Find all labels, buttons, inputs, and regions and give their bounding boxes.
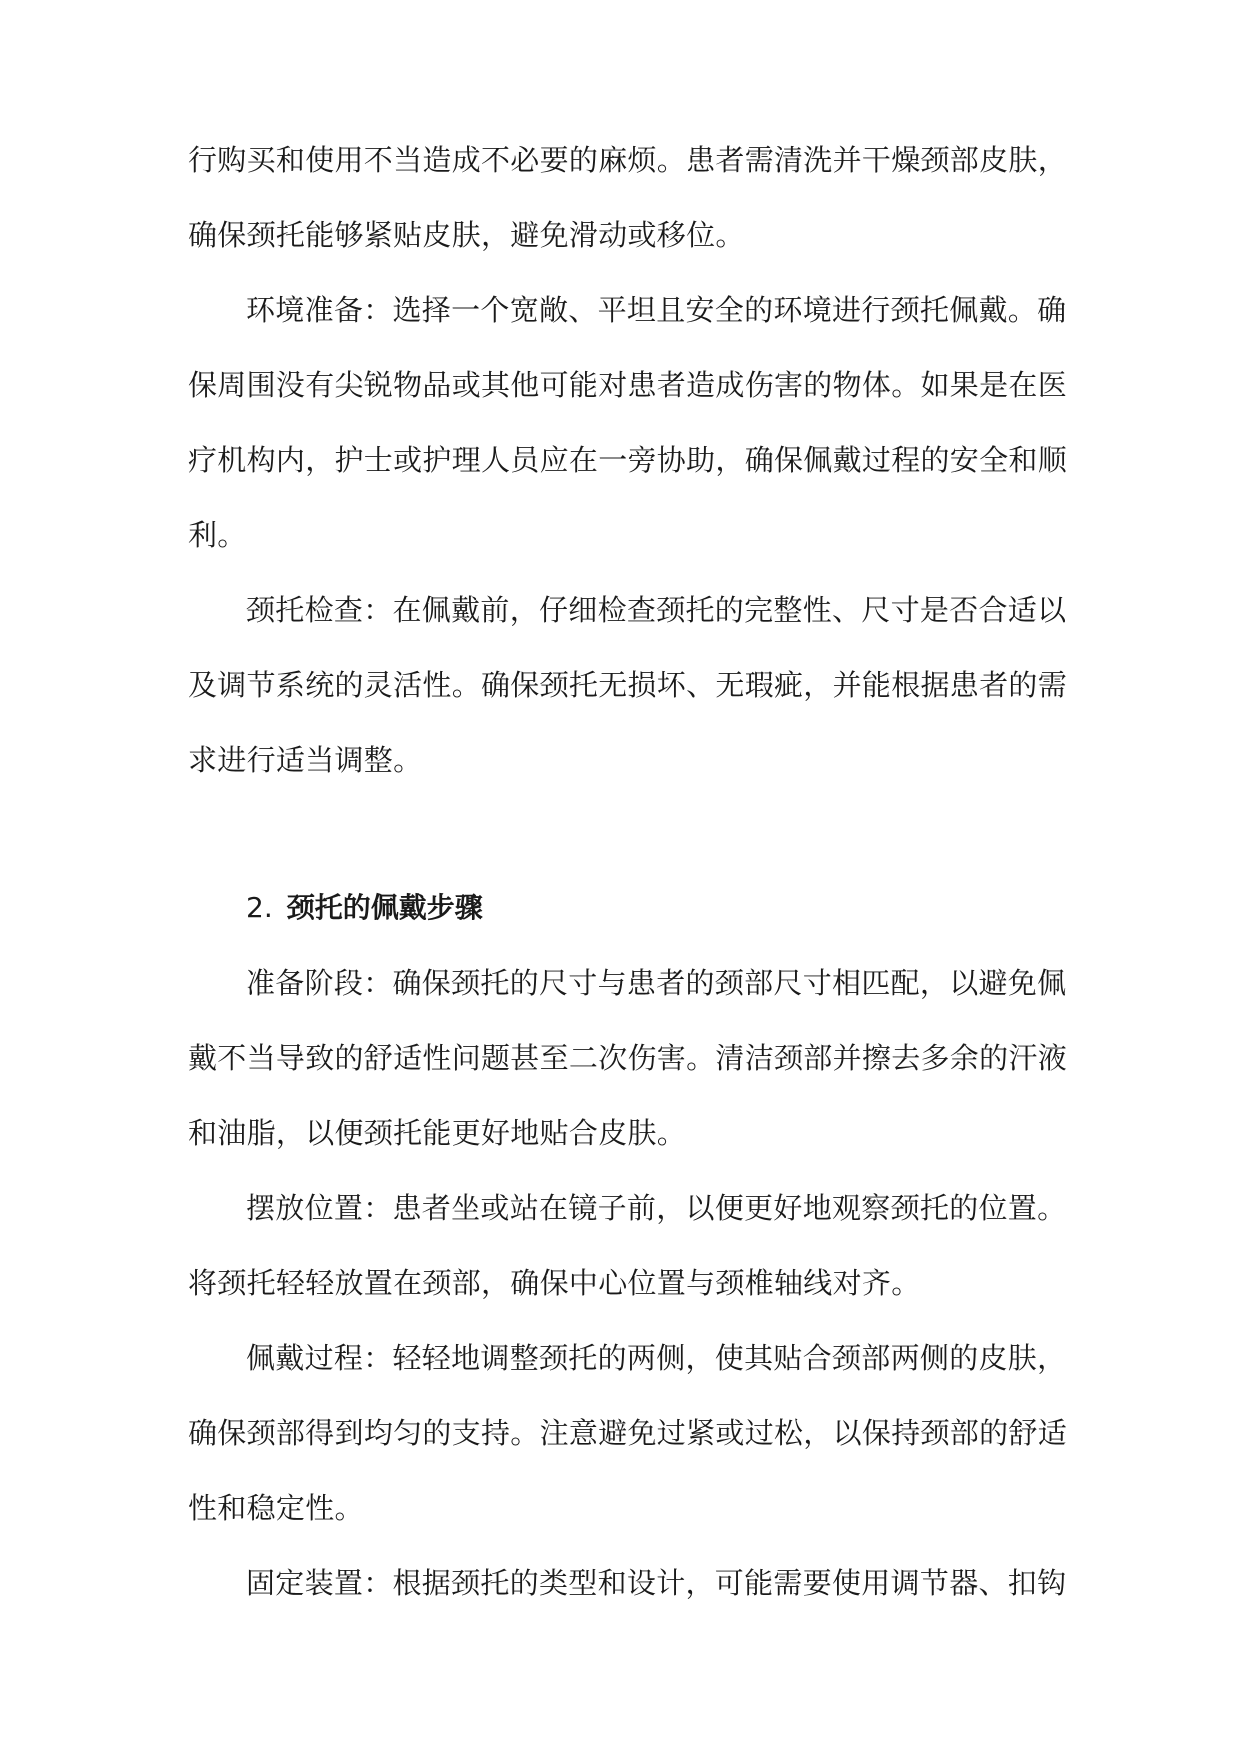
paragraph-environment-prep (188, 293, 1068, 594)
section-title: 颈托的佩戴步骤 (286, 891, 483, 924)
text-line: 及调节系统的灵活性。确保颈托无损坏、无瑕疵，并能根据患者的需 (188, 668, 1068, 702)
text-line: 性和稳定性。 (188, 1491, 364, 1525)
section-number: 2. (246, 891, 273, 924)
paragraph-collar-inspection (188, 593, 1068, 819)
text-line: 保周围没有尖锐物品或其他可能对患者造成伤害的物体。如果是在医 (188, 368, 1068, 402)
text-line: 戴不当导致的舒适性问题甚至二次伤害。清洁颈部并擦去多余的汗液 (188, 1041, 1068, 1075)
text-line: 确保颈部得到均匀的支持。注意避免过紧或过松，以保持颈部的舒适 (188, 1416, 1068, 1450)
paragraph-neck-skin-prep (188, 143, 1068, 294)
text-line: 摆放位置：患者坐或站在镜子前，以便更好地观察颈托的位置。 (246, 1191, 1067, 1225)
text-line: 求进行适当调整。 (188, 743, 423, 777)
paragraph-placement (188, 1191, 1067, 1342)
paragraph-wearing-process (188, 1341, 1068, 1567)
text-line: 环境准备：选择一个宽敞、平坦且安全的环境进行颈托佩戴。确 (246, 293, 1067, 327)
section-heading (188, 892, 1056, 967)
text-line: 确保颈托能够紧贴皮肤，避免滑动或移位。 (188, 218, 745, 252)
text-line: 疗机构内，护士或护理人员应在一旁协助，确保佩戴过程的安全和顺 (188, 443, 1068, 477)
text-line: 利。 (188, 518, 247, 552)
text-line: 佩戴过程：轻轻地调整颈托的两侧，使其贴合颈部两侧的皮肤， (246, 1341, 1067, 1375)
section-spacer (188, 819, 1056, 892)
paragraph-preparation-stage (188, 966, 1068, 1192)
text-line: 固定装置：根据颈托的类型和设计，可能需要使用调节器、扣钩 (246, 1566, 1067, 1600)
text-line: 准备阶段：确保颈托的尺寸与患者的颈部尺寸相匹配，以避免佩 (246, 966, 1067, 1000)
document-body (188, 143, 1068, 1642)
paragraph-fixing-device (188, 1566, 1067, 1642)
text-line: 和油脂，以便颈托能更好地贴合皮肤。 (188, 1116, 687, 1150)
text-line: 行购买和使用不当造成不必要的麻烦。患者需清洗并干燥颈部皮肤， (188, 143, 1068, 177)
text-line: 颈托检查：在佩戴前，仔细检查颈托的完整性、尺寸是否合适以 (246, 593, 1067, 627)
text-line: 将颈托轻轻放置在颈部，确保中心位置与颈椎轴线对齐。 (188, 1266, 921, 1300)
